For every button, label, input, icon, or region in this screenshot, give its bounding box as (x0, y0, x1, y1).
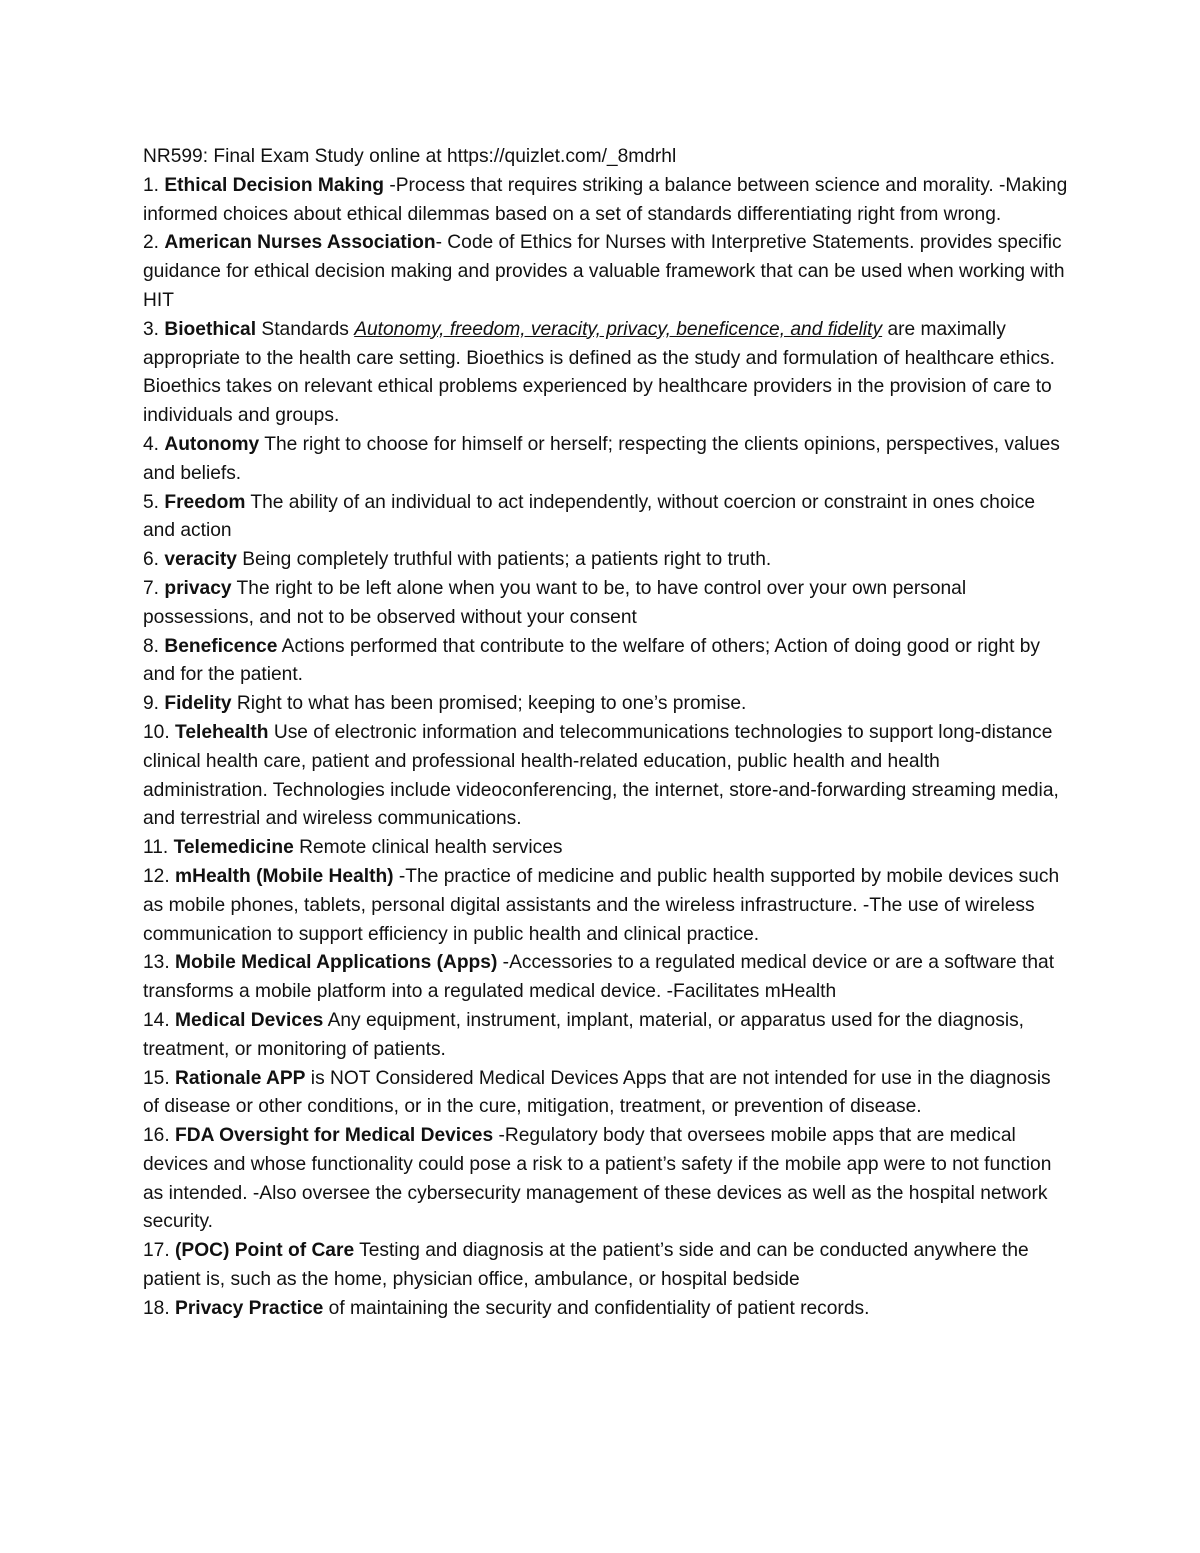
item-term: Bioethical (164, 318, 257, 340)
item-number: 5. (143, 491, 160, 513)
item-definition: Remote clinical health services (293, 837, 563, 859)
item-number: 16. (143, 1125, 170, 1147)
item-number: 2. (143, 232, 160, 254)
item-number: 14. (143, 1009, 170, 1031)
item-definition: -Accessories to a regulated medical device or are a software that transforms a mobile platform into a regulated medical device. -Facilitates mHealth (143, 952, 1055, 1003)
item-emphasis: Autonomy, freedom, veracity, privacy, beneficence, and fidelity (354, 318, 883, 340)
study-item (143, 316, 1068, 431)
item-definition-prefix: Standards (256, 318, 355, 340)
item-number: 7. (143, 577, 160, 599)
item-definition: Any equipment, instrument, implant, material, or apparatus used for the diagnosis, treatment, or monitoring of patients. (143, 1009, 1025, 1060)
item-number: 3. (143, 318, 160, 340)
item-number: 8. (143, 635, 160, 657)
item-definition: Actions performed that contribute to the welfare of others; Action of doing good or right by and for the patient. (143, 635, 1041, 686)
item-term: Fidelity (164, 693, 232, 715)
item-number: 6. (143, 549, 160, 571)
item-definition: The right to choose for himself or herself; respecting the clients opinions, perspectives, values and beliefs. (143, 433, 1060, 484)
item-definition: of maintaining the security and confidentiality of patient records. (323, 1297, 870, 1319)
item-definition: is NOT Considered Medical Devices Apps that are not intended for use in the diagnosis of disease or other conditions, or in the cure, mitigation, treatment, or prevention of disease. (143, 1067, 1051, 1118)
item-term: mHealth (Mobile Health) (175, 865, 394, 887)
item-definition: Testing and diagnosis at the patient’s side and can be conducted anywhere the patient is, such as the home, physician office, ambulance, or hospital bedside (143, 1240, 1029, 1291)
item-definition: The right to be left alone when you want to be, to have control over your own personal possessions, and not to be observed without your consent (143, 577, 967, 628)
item-number: 1. (143, 174, 160, 196)
study-item (143, 949, 1068, 1007)
study-item (143, 1237, 1068, 1295)
item-term: veracity (164, 549, 237, 571)
item-definition: The ability of an individual to act independently, without coercion or constraint in ones choice and action (143, 491, 1036, 542)
item-term: Privacy Practice (175, 1297, 324, 1319)
item-term: American Nurses Association (164, 232, 436, 254)
item-number: 18. (143, 1297, 170, 1319)
item-definition: Being completely truthful with patients; a patients right to truth. (236, 549, 772, 571)
study-item (143, 229, 1068, 315)
item-number: 12. (143, 865, 170, 887)
study-item (143, 1122, 1068, 1237)
study-item (143, 633, 1068, 691)
study-item (143, 834, 1068, 863)
item-term: Telehealth (175, 721, 269, 743)
study-item (143, 172, 1068, 230)
study-item (143, 575, 1068, 633)
study-item (143, 489, 1068, 547)
item-definition: -The practice of medicine and public health supported by mobile devices such as mobile phones, tablets, personal digital assistants and the wireless infrastructure. -The use of wireless communication to support efficiency in public health and clinical practice. (143, 865, 1060, 945)
study-item (143, 1065, 1068, 1123)
study-item (143, 546, 1068, 575)
item-number: 10. (143, 721, 170, 743)
item-definition: -Regulatory body that oversees mobile apps that are medical devices and whose functionality could pose a risk to a patient’s safety if the mobile app were to not function as intended. -Also oversee the cybersecurity management of these devices as well as the hospital network security. (143, 1125, 1052, 1233)
item-term: privacy (164, 577, 232, 599)
item-definition: - Code of Ethics for Nurses with Interpretive Statements. provides specific guidance for ethical decision making and provides a valuable framework that can be used when working with HIT (143, 232, 1065, 311)
item-definition: Right to what has been promised; keeping to one’s promise. (231, 693, 747, 715)
item-term: Freedom (164, 491, 246, 513)
item-term: Rationale APP (175, 1067, 306, 1089)
item-term: Autonomy (164, 433, 260, 455)
item-term: (POC) Point of Care (175, 1240, 355, 1262)
study-item (143, 431, 1068, 489)
document-header: NR599: Final Exam Study online at https://quizlet.com/_8mdrhl (143, 146, 677, 167)
item-term: Telemedicine (173, 837, 294, 859)
item-term: Mobile Medical Applications (Apps) (175, 952, 498, 974)
document-body (143, 143, 1068, 1324)
item-term: Beneficence (164, 635, 278, 657)
item-term: Ethical Decision Making (164, 174, 385, 196)
item-number: 4. (143, 433, 160, 455)
item-number: 13. (143, 952, 170, 974)
item-number: 11. (143, 837, 169, 859)
item-definition: are maximally appropriate to the health care setting. Bioethics is defined as the study and formulation of healthcare ethics. Bioethics takes on relevant ethical problems experienced by healthcare providers in the provision of care to individuals and groups. (143, 318, 1055, 427)
study-item (143, 719, 1068, 834)
study-item (143, 863, 1068, 949)
item-term: FDA Oversight for Medical Devices (175, 1125, 494, 1147)
item-number: 9. (143, 693, 160, 715)
item-definition: Use of electronic information and telecommunications technologies to support long-distance clinical health care, patient and professional health-related education, public health and health administration. Technologies include videoconferencing, the internet, store-and-forwarding streaming media, and terrestrial and wireless communications. (143, 721, 1059, 830)
item-term: Medical Devices (175, 1009, 324, 1031)
study-item (143, 1007, 1068, 1065)
item-definition: -Process that requires striking a balance between science and morality. -Making informed choices about ethical dilemmas based on a set of standards differentiating right from wrong. (143, 174, 1068, 225)
item-number: 15. (143, 1067, 170, 1089)
study-item (143, 1295, 1068, 1324)
study-item (143, 690, 1068, 719)
item-number: 17. (143, 1240, 170, 1262)
